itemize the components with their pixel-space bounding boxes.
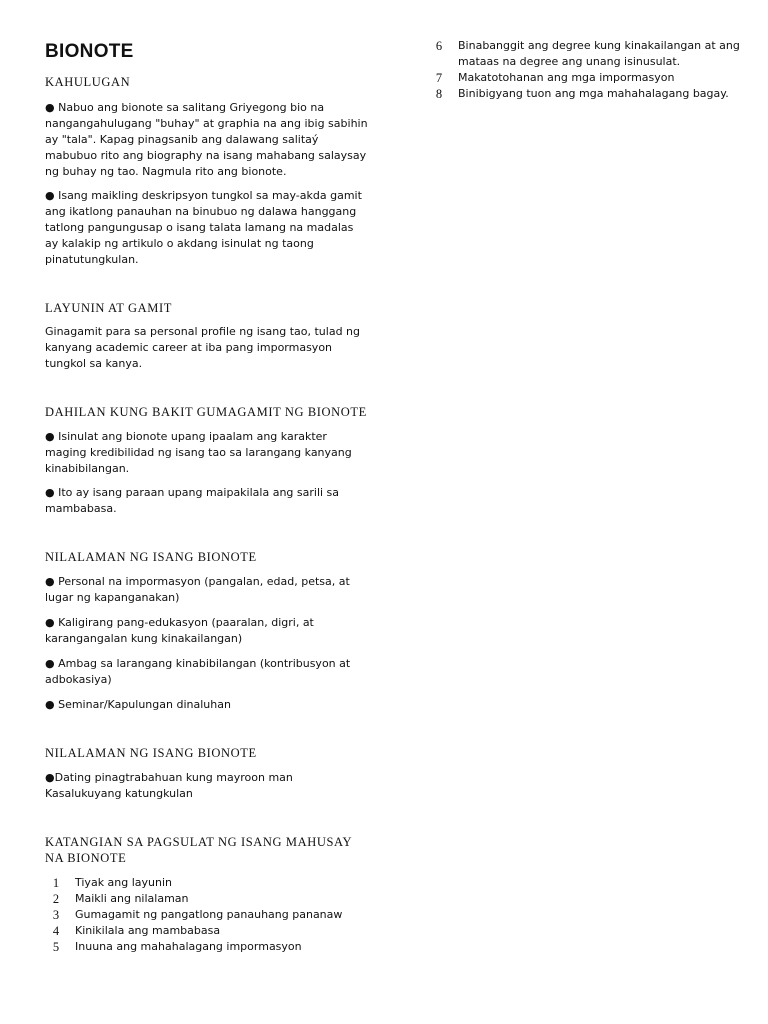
document-title: BIONOTE [45,41,134,62]
list-number: 5 [52,940,60,954]
list-number: 8 [435,87,443,101]
left-column [45,40,370,955]
list-number: 7 [435,71,443,85]
list-text: Maikli ang nilalaman [75,892,189,905]
section-heading-kahulugan: KAHULUGAN [45,75,131,89]
list-text: Inuuna ang mahahalagang impormasyon [75,940,302,953]
paragraph: ● Isinulat ang bionote upang ipaalam ang karakter maging kredibilidad ng isang tao sa larangang kanyang kinabibilangan. [45,430,352,475]
list-item [428,38,748,70]
paragraph: ● Nabuo ang bionote sa salitang Griyegong bio na nangangahulugang "buhay" at graphia na ang ibig sabihin ay "tala". Kapag pinagsanib ang dalawang salitaý mabubuo rito ang biography na isang mahabang salaysay ng buhay ng tao. Nagmula rito ang bionote. [45,101,368,178]
section-heading-katangian: KATANGIAN SA PAGSULAT NG ISANG MAHUSAY NA BIONOTE [45,835,352,865]
list-number: 4 [52,924,60,938]
paragraph: ● Ambag sa larangang kinabibilangan (kontribusyon at adbokasiya) [45,657,351,686]
list-item [45,923,370,939]
numbered-list-left [45,875,370,955]
list-item [45,875,370,891]
list-number: 3 [52,908,60,922]
paragraph: ● Ito ay isang paraan upang maipakilala ang sarili sa mambabasa. [45,486,340,515]
list-number: 6 [435,39,443,53]
list-text: Kinikilala ang mambabasa [75,924,221,937]
list-item [428,70,748,86]
list-item [45,939,370,955]
section-heading-dahilan: DAHILAN KUNG BAKIT GUMAGAMIT NG BIONOTE [45,405,367,419]
list-text: Binabanggit ang degree kung kinakailangan at ang mataas na degree ang unang isinusulat. [458,39,740,68]
list-item [45,907,370,923]
list-text: Tiyak ang layunin [75,876,173,889]
list-item [45,891,370,907]
paragraph: ● Personal na impormasyon (pangalan, edad, petsa, at lugar ng kapanganakan) [45,575,350,604]
paragraph: ● Isang maikling deskripsyon tungkol sa may-akda gamit ang ikatlong panauhan na binubuo ng dalawa hanggang tatlong pangungusap o isang talata lamang na madalas ay kalakip ng artikulo o akdang isinulat ng taong pinatutungkulan. [45,189,362,266]
list-item [428,86,748,102]
paragraph: ● Kaligirang pang-edukasyon (paaralan, digri, at karangangalan kung kinakailangan) [45,616,314,645]
paragraph: Ginagamit para sa personal profile ng isang tao, tulad ng kanyang academic career at iba pang impormasyon tungkol sa kanya. [45,325,361,370]
list-text: Binibigyang tuon ang mga mahahalagang bagay. [458,87,729,100]
section-heading-nilalaman: NILALAMAN NG ISANG BIONOTE [45,550,257,564]
numbered-list-right [428,38,748,102]
section-heading-nilalaman-2: NILALAMAN NG ISANG BIONOTE [45,746,257,760]
paragraph: ● Seminar/Kapulungan dinaluhan [45,698,231,711]
right-column [428,38,748,102]
list-text: Gumagamit ng pangatlong panauhang pananaw [75,908,343,921]
section-heading-layunin: LAYUNIN AT GAMIT [45,301,172,315]
paragraph: ●Dating pinagtrabahuan kung mayroon man Kasalukuyang katungkulan [45,771,293,800]
list-text: Makatotohanan ang mga impormasyon [458,71,675,84]
list-number: 2 [52,892,60,906]
list-number: 1 [52,876,60,890]
